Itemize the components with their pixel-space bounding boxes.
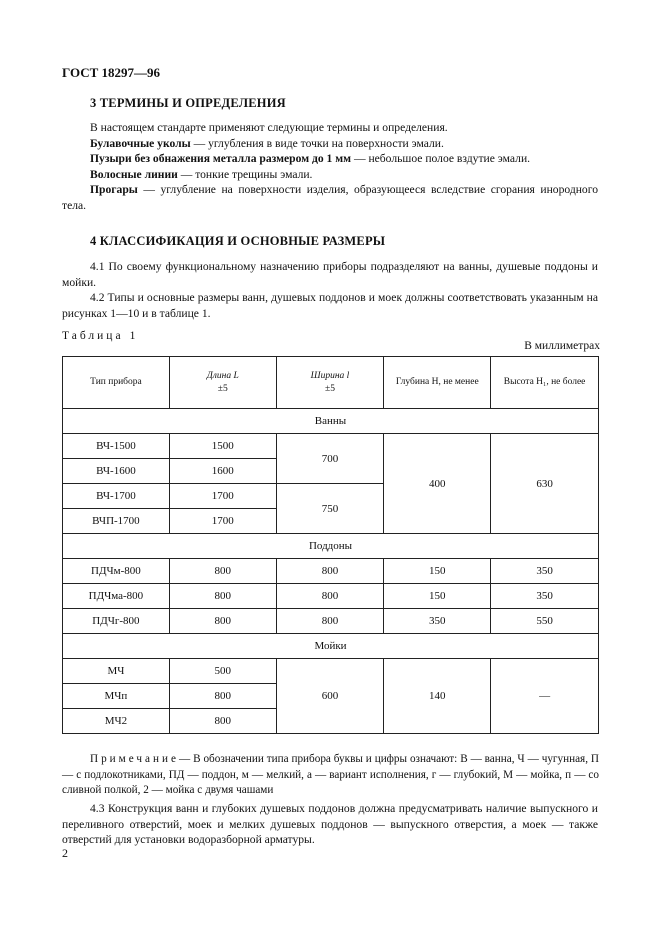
cell-type: ПДЧг-800 xyxy=(63,609,170,634)
cell-width: 800 xyxy=(276,584,384,609)
cell-type: ПДЧма-800 xyxy=(63,584,170,609)
cell-width: 600 xyxy=(276,659,384,734)
cell-length: 1600 xyxy=(169,459,276,484)
cell-type: ВЧ-1700 xyxy=(63,484,170,509)
header-height: Высота H₁, не более xyxy=(491,357,599,409)
note-text: — В обозначении типа прибора буквы и цифры означают: В — ванна, Ч — чугунная, П — с подлокотниками, ПД — поддон, м — мелкий, а — вариант исполнения, г — глубокий, М — мойка, п — со сливной полкой, 2 — мойка с двумя чашами xyxy=(62,753,599,796)
group-row-trays xyxy=(63,534,599,559)
cell-type: МЧп xyxy=(63,684,170,709)
cell-height: 550 xyxy=(491,609,599,634)
page-number: 2 xyxy=(62,846,68,860)
table-row xyxy=(63,559,599,584)
group-row-baths xyxy=(63,409,599,434)
section-3-intro: В настоящем стандарте применяют следующие термины и определения. xyxy=(90,121,448,134)
section-4-title: 4 КЛАССИФИКАЦИЯ И ОСНОВНЫЕ РАЗМЕРЫ xyxy=(90,234,386,248)
cell-depth: 140 xyxy=(384,659,491,734)
term-hairlines: Волосные линии — тонкие трещины эмали. xyxy=(90,167,313,181)
cell-length: 800 xyxy=(169,709,276,734)
cell-type: ВЧ-1600 xyxy=(63,459,170,484)
table-row xyxy=(63,434,599,459)
cell-depth: 150 xyxy=(384,559,491,584)
cell-height: — xyxy=(491,659,599,734)
table-label: Таблица 1 xyxy=(62,330,136,342)
cell-width: 800 xyxy=(276,559,384,584)
section-3-title: 3 ТЕРМИНЫ И ОПРЕДЕЛЕНИЯ xyxy=(90,96,286,110)
group-title-sinks: Мойки xyxy=(63,634,599,659)
section-4-p3: 4.3 Конструкция ванн и глубоких душевых поддонов должна предусматривать наличие выпускного и переливного отверстий, моек и мелких душевых поддонов — выпускного отверстия, а моек — также отверстий для установки водоразборной арматуры. xyxy=(62,802,598,847)
cell-length: 1500 xyxy=(169,434,276,459)
cell-type: МЧ2 xyxy=(63,709,170,734)
note-label: Примечание xyxy=(90,753,179,765)
section-4-p1: 4.1 По своему функциональному назначению приборы подразделяют на ванны, душевые поддоны и мойки. xyxy=(62,260,598,289)
group-row-sinks xyxy=(63,634,599,659)
cell-depth: 350 xyxy=(384,609,491,634)
table-row xyxy=(63,609,599,634)
cell-depth: 400 xyxy=(384,434,491,534)
cell-length: 800 xyxy=(169,609,276,634)
term-burnthroughs: Прогары — углубление на поверхности изделия, образующееся вследствие сгорания инородного тела. xyxy=(62,183,598,212)
table-row xyxy=(63,584,599,609)
group-title-baths: Ванны xyxy=(63,409,599,434)
header-type: Тип прибора xyxy=(63,357,170,409)
term-bubbles: Пузыри без обнажения металла размером до 1 мм — небольшое полое вздутие эмали. xyxy=(90,152,531,166)
cell-length: 1700 xyxy=(169,484,276,509)
term-pinholes: Булавочные уколы — углубления в виде точки на поверхности эмали. xyxy=(90,136,444,150)
cell-length: 1700 xyxy=(169,509,276,534)
table-note xyxy=(62,752,599,799)
dimensions-table xyxy=(62,356,599,734)
header-length: Длина L ±5 xyxy=(169,357,276,409)
cell-length: 800 xyxy=(169,584,276,609)
header-depth: Глубина H, не менее xyxy=(384,357,491,409)
section-4-p2: 4.2 Типы и основные размеры ванн, душевых поддонов и моек должны соответствовать указанным на рисунках 1—10 и в таблице 1. xyxy=(62,291,598,320)
section-3-body xyxy=(62,120,598,214)
cell-width: 800 xyxy=(276,609,384,634)
cell-type: ВЧ-1500 xyxy=(63,434,170,459)
cell-type: МЧ xyxy=(63,659,170,684)
cell-depth: 150 xyxy=(384,584,491,609)
cell-length: 800 xyxy=(169,684,276,709)
cell-height: 630 xyxy=(491,434,599,534)
header-width: Ширина l ±5 xyxy=(276,357,384,409)
cell-height: 350 xyxy=(491,584,599,609)
group-title-trays: Поддоны xyxy=(63,534,599,559)
table-row xyxy=(63,659,599,684)
document-code: ГОСТ 18297—96 xyxy=(62,65,161,80)
cell-length: 800 xyxy=(169,559,276,584)
cell-width: 700 xyxy=(276,434,384,484)
cell-length: 500 xyxy=(169,659,276,684)
table-units: В миллиметрах xyxy=(524,340,600,352)
cell-width: 750 xyxy=(276,484,384,534)
cell-type: ПДЧм-800 xyxy=(63,559,170,584)
table-header-row xyxy=(63,357,599,409)
cell-type: ВЧП-1700 xyxy=(63,509,170,534)
cell-height: 350 xyxy=(491,559,599,584)
